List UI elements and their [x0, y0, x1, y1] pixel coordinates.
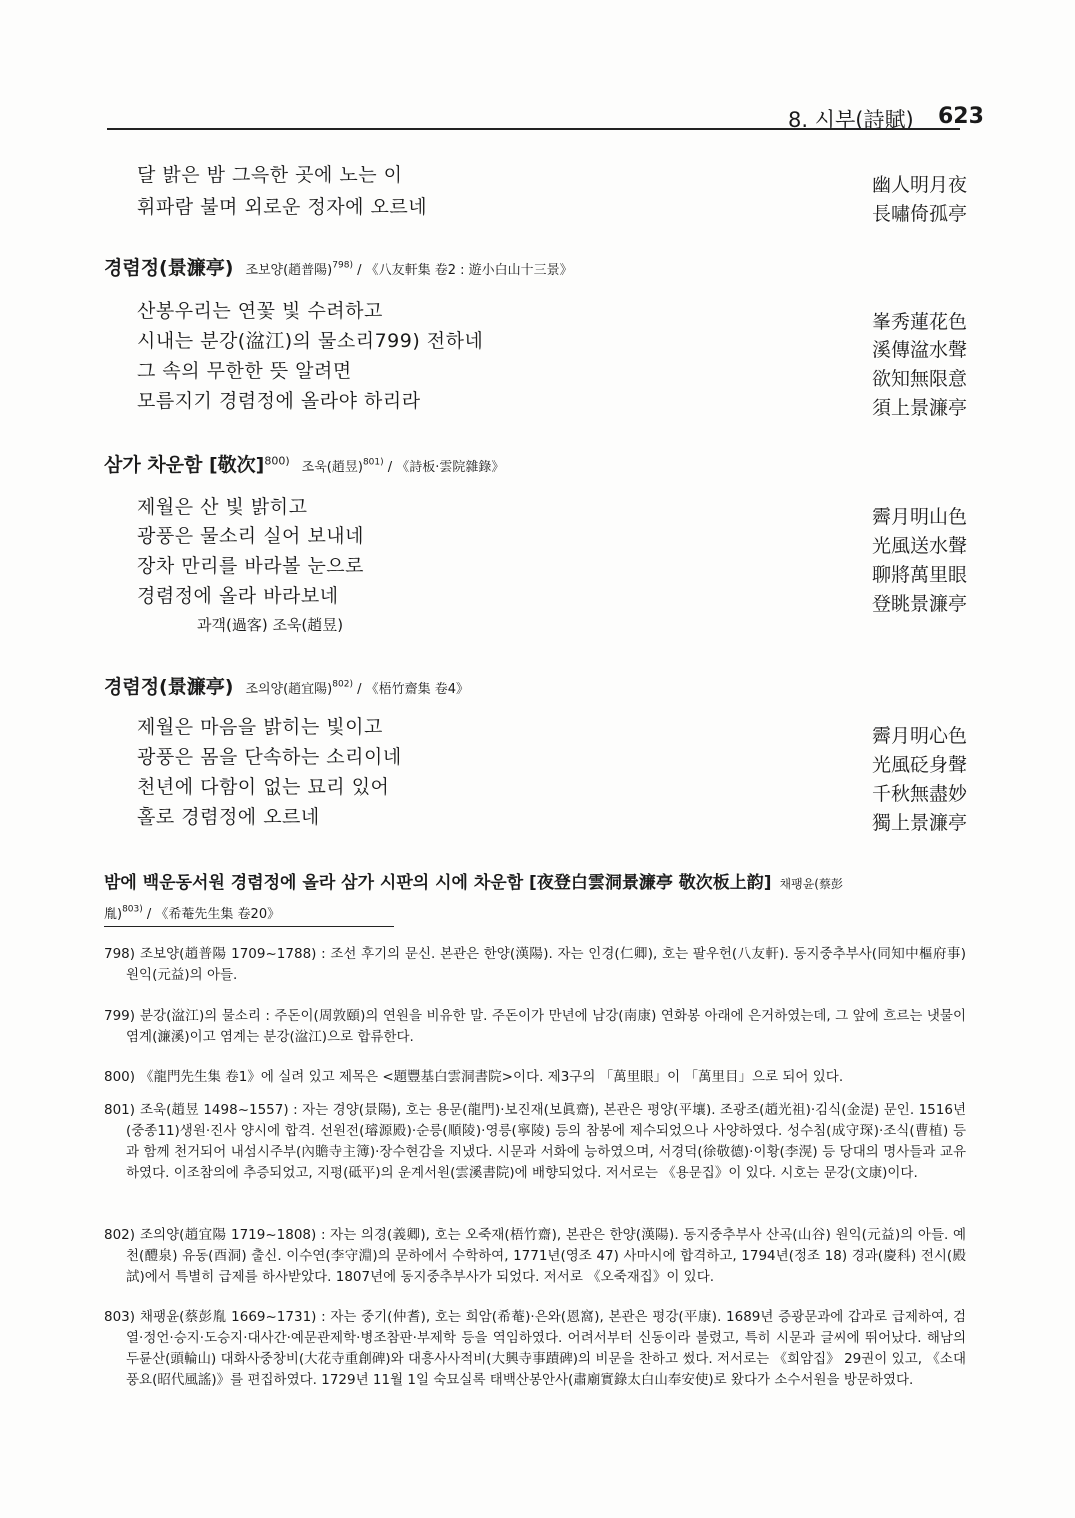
- poem-title-row: [104, 450, 504, 477]
- footnote-text: 채팽윤(蔡彭胤 1669~1731) : 자는 중기(仲耆), 호는 희암(希菴)·은와(恩窩), 본관은 평강(平康). 1689년 증광문과에 갑과로 급제하여, 검열·정언·승지·도승지·대사간·예문관제학·병조참판·부제학 등을 역임하였다. 어려서부터 신동이라 불렸고, 특히 시문과 글씨에 뛰어났다. 해남의 두륜산(頭輪山) 대화사중창비(大花寺重創碑)와 대흥사사적비(大興寺事蹟碑)의 비문을 찬하고 썼다. 저서로는 《희암집》 29권이 있고, 《소대풍요(昭代風謠)》를 편집하였다. 1729년 11월 1일 숙묘실록 태백산봉안사(肅廟實錄太白山奉安使)로 왔다가 소수서원을 방문하였다.: [126, 1309, 966, 1388]
- poem-title: 경렴정(景濂亭): [104, 676, 234, 698]
- poem-line-kr: 장차 만리를 바라볼 눈으로: [137, 555, 365, 577]
- poem-title-row: [104, 253, 573, 280]
- poem-line-kr: 휘파람 불며 외로운 정자에 오르네: [137, 196, 428, 218]
- poem-line-kr: 제월은 산 빛 밝히고: [137, 496, 308, 518]
- footnote-ref: 800): [264, 454, 290, 468]
- poem-line-kr: 광풍은 몸을 단속하는 소리이네: [137, 746, 402, 768]
- poem-line-cn: 光風砭身聲: [871, 754, 967, 776]
- poem-line-cn: 聊將萬里眼: [871, 564, 967, 586]
- footnote-ref: 798): [332, 260, 353, 271]
- poem-line-kr: 시내는 분강(湓江)의 물소리799) 전하네: [137, 330, 484, 352]
- footnote-text: 《龍門先生集 卷1》에 실려 있고 제목은 <題豐基白雲洞書院>이다. 제3구의 「萬里眼」이 「萬里目」으로 되어 있다.: [140, 1069, 844, 1085]
- poem-title-row-cont: [104, 903, 280, 922]
- poem-line-kr: 달 밝은 밤 그윽한 곳에 노는 이: [137, 164, 403, 186]
- poem-title: 밤에 백운동서원 경렴정에 올라 삼가 시판의 시에 차운함 [夜登白雲洞景濂亭 敬次板上韵]: [104, 873, 772, 893]
- poem-title-row: [104, 868, 843, 893]
- poem-title: 경렴정(景濂亭): [104, 257, 234, 279]
- poem-source: / 《八友軒集 卷2 : 遊小白山十三景》: [352, 263, 573, 278]
- poem-line-cn: 獨上景濂亭: [871, 812, 967, 834]
- poem-source: / 《梧竹齋集 卷4》: [352, 682, 470, 697]
- footnote-number: 800): [104, 1069, 136, 1085]
- page-number: 623: [938, 104, 984, 129]
- footnote-ref: 802): [332, 679, 353, 690]
- poem-author: 조욱(趙昱): [301, 460, 363, 475]
- poem-line-cn: 須上景濂亭: [871, 397, 967, 419]
- poem-line-cn: 欲知無限意: [871, 368, 967, 390]
- poem-line-cn: 霽月明心色: [871, 725, 967, 747]
- footnote: [104, 1307, 966, 1391]
- poem-line-cn: 登眺景濂亭: [871, 593, 967, 615]
- footnote: [104, 944, 966, 986]
- poem-author: 조의양(趙宜陽): [245, 682, 333, 697]
- footnote-separator: [104, 926, 394, 927]
- poem-line-kr: 산봉우리는 연꽃 빛 수려하고: [137, 300, 383, 322]
- poem-line-kr: 경렴정에 올라 바라보네: [137, 585, 339, 607]
- poem-line-cn: 幽人明月夜: [871, 174, 967, 196]
- poem-title: 삼가 차운함 [敬次]: [104, 454, 265, 476]
- footnote-text: 조욱(趙昱 1498~1557) : 자는 경양(景陽), 호는 용문(龍門)·보진재(보眞齋), 본관은 평양(平壤). 조광조(趙光祖)·김식(金湜) 문인. 1516년(중종11)생원·진사 양시에 합격. 선원전(璿源殿)·순릉(順陵)·영릉(寧陵) 등의 참봉에 제수되었으나 사양하였다. 성수침(成守琛)·조식(曹植) 등과 함께 천거되어 내섬시주부(內贍寺主簿)·장수현감을 지냈다. 시문과 서화에 능하였으며, 서경덕(徐敬德)·이황(李滉) 등 당대의 명사들과 교유하였다. 이조참의에 추증되었고, 지평(砥平)의 운계서원(雲溪書院)에 배향되었다. 저서로는 《용문집》이 있다. 시호는 문강(文康)이다.: [126, 1102, 966, 1181]
- poem-attribution: 과객(過客) 조욱(趙昱): [197, 616, 344, 634]
- footnote: [104, 1225, 966, 1288]
- poem-line-kr: 제월은 마음을 밝히는 빛이고: [137, 716, 383, 738]
- footnote-number: 798): [104, 946, 136, 962]
- poem-line-kr: 천년에 다함이 없는 묘리 있어: [137, 776, 390, 798]
- footnote: [104, 1100, 966, 1184]
- poem-line-kr: 광풍은 물소리 실어 보내네: [137, 525, 365, 547]
- poem-source: / 《詩板·雲院雜錄》: [383, 460, 505, 475]
- poem-line-kr: 그 속의 무한한 뜻 알려면: [137, 360, 352, 382]
- poem-line-cn: 溪傳湓水聲: [871, 339, 967, 361]
- footnote-text: 조의양(趙宜陽 1719~1808) : 자는 의경(義卿), 호는 오죽재(梧竹齋), 본관은 한양(漢陽). 동지중추부사 산곡(山谷) 원익(元益)의 아들. 예천(醴泉) 유동(酉洞) 출신. 이수연(李守淵)의 문하에서 수학하여, 1771년(영조 47) 사마시에 합격하고, 1794년(정조 18) 경과(慶科) 전시(殿試)에서 특별히 급제를 하사받았다. 1807년에 동지중추부사가 되었다. 저서로 《오죽재집》이 있다.: [126, 1227, 966, 1285]
- poem-line-cn: 長嘯倚孤亭: [871, 203, 967, 225]
- poem-author-cont: 胤): [104, 907, 123, 922]
- poem-line-cn: 千秋無盡妙: [871, 783, 967, 805]
- footnote: [104, 1006, 966, 1048]
- footnote-ref: 801): [362, 457, 384, 468]
- section-title: 8. 시부(詩賦): [788, 108, 914, 132]
- footnote-text: 분강(湓江)의 물소리 : 주돈이(周敦頤)의 연원을 비유한 말. 주돈이가 만년에 남강(南康) 연화봉 아래에 은거하였는데, 그 앞에 흐르는 냇물이 염계(濂溪)이고 염계는 분강(湓江)으로 합류한다.: [126, 1008, 966, 1045]
- footnote-number: 803): [104, 1309, 136, 1325]
- footnote-number: 799): [104, 1008, 136, 1024]
- footnote-text: 조보양(趙普陽 1709~1788) : 조선 후기의 문신. 본관은 한양(漢陽). 자는 인경(仁卿), 호는 팔우헌(八友軒). 동지중추부사(同知中樞府事) 원익(元益)의 아들.: [126, 946, 966, 983]
- footnote-number: 801): [104, 1102, 136, 1118]
- poem-line-cn: 光風送水聲: [871, 535, 967, 557]
- footnote-ref: 803): [122, 904, 143, 915]
- poem-author: 채팽윤(蔡彭: [779, 877, 843, 891]
- poem-title-row: [104, 672, 469, 699]
- poem-author: 조보양(趙普陽): [245, 263, 333, 278]
- poem-source: / 《希菴先生集 卷20》: [142, 907, 281, 922]
- poem-line-cn: 峯秀蓮花色: [871, 311, 967, 333]
- poem-line-kr: 홀로 경렴정에 오르네: [137, 806, 320, 828]
- header-rule: [107, 128, 960, 130]
- poem-line-kr: 모름지기 경렴정에 올라야 하리라: [137, 390, 421, 412]
- poem-line-cn: 霽月明山色: [871, 506, 967, 528]
- footnote: [104, 1067, 966, 1088]
- footnote-number: 802): [104, 1227, 136, 1243]
